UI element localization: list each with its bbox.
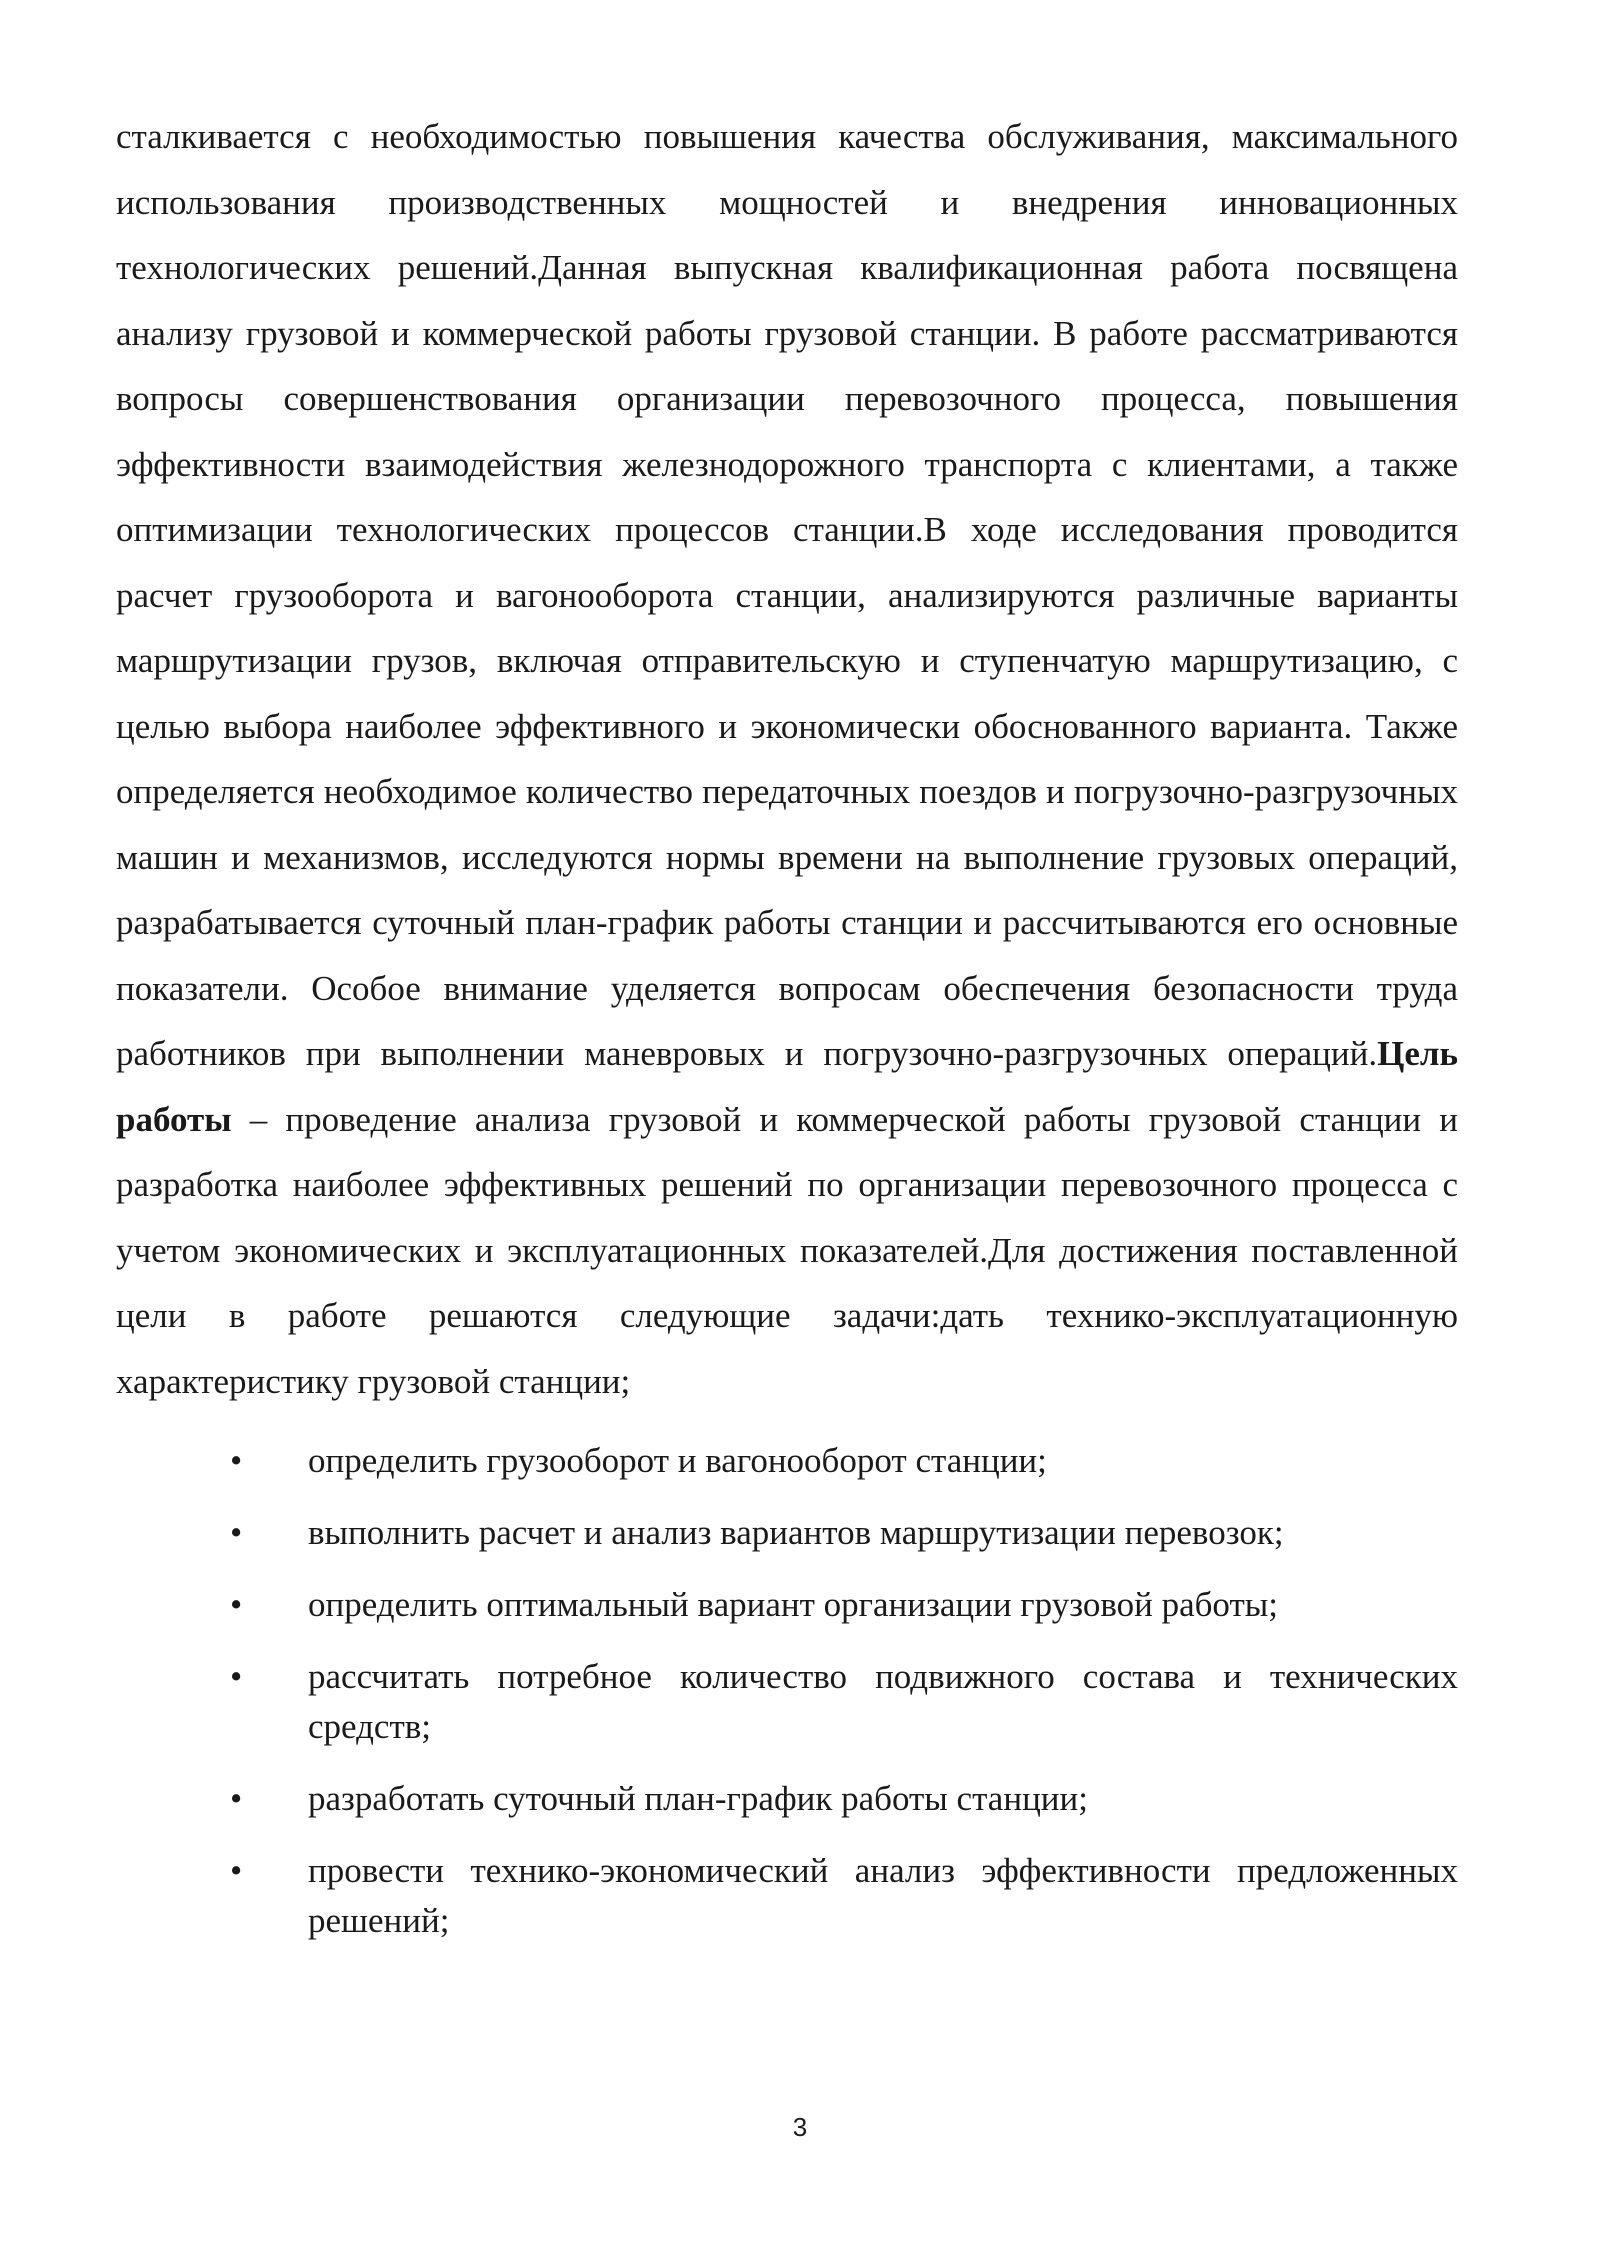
document-page [116,104,1458,1968]
list-item [212,1580,1458,1630]
task-list [116,1436,1458,1946]
list-item-text: определить оптимальный вариант организации грузовой работы; [308,1585,1279,1624]
bullet-icon: • [230,1779,243,1818]
list-item [212,1846,1458,1946]
bullet-icon: • [230,1585,243,1624]
list-item-text: рассчитать потребное количество подвижного состава и технических средств; [308,1657,1458,1746]
main-paragraph [116,104,1458,1414]
list-item [212,1652,1458,1752]
list-item [212,1436,1458,1486]
list-item-text: выполнить расчет и анализ вариантов маршрутизации перевозок; [308,1513,1284,1552]
list-item-text: разработать суточный план-график работы станции; [308,1779,1088,1818]
page-number: 3 [792,2112,808,2142]
bullet-icon: • [230,1513,243,1552]
list-item-text: определить грузооборот и вагонооборот станции; [308,1441,1047,1480]
bullet-icon: • [230,1657,243,1696]
bullet-icon: • [230,1441,243,1480]
list-item [212,1774,1458,1824]
list-item [212,1508,1458,1558]
list-item-text: провести технико-экономический анализ эффективности предложенных решений; [308,1851,1458,1940]
paragraph-goal-text: – проведение анализа грузовой и коммерческой работы грузовой станции и разработка наиболее эффективных решений по организации перевозочного процесса с учетом экономических и эксплуатационных показателей.Для достижения поставленной цели в работе решаются следующие задачи:дать технико-эксплуатационную характеристику грузовой станции; [116,1099,1458,1401]
bullet-icon: • [230,1851,243,1890]
paragraph-intro-text: сталкивается с необходимостью повышения качества обслуживания, максимального использования производственных мощностей и внедрения инновационных технологических решений.Данная выпускная квалификационная работа посвящена анализу грузовой и коммерческой работы грузовой станции. В работе рассматриваются вопросы совершенствования организации перевозочного процесса, повышения эффективности взаимодействия железнодорожного транспорта с клиентами, а также оптимизации технологических процессов станции.В ходе исследования проводится расчет грузооборота и вагонооборота станции, анализируются различные варианты маршрутизации грузов, включая отправительскую и ступенчатую маршрутизацию, с целью выбора наиболее эффективного и экономически обоснованного варианта. Также определяется необходимое количество передаточных поездов и погрузочно-разгрузочных машин и механизмов, исследуются нормы времени на выполнение грузовых операций, разрабатывается суточный план-график работы станции и рассчитываются его основные показатели. Особое внимание уделяется вопросам обеспечения безопасности труда работников при выполнении маневровых и погрузочно-разгрузочных операций. [116,117,1458,1073]
goal-label: Цель работы [116,1034,1458,1139]
